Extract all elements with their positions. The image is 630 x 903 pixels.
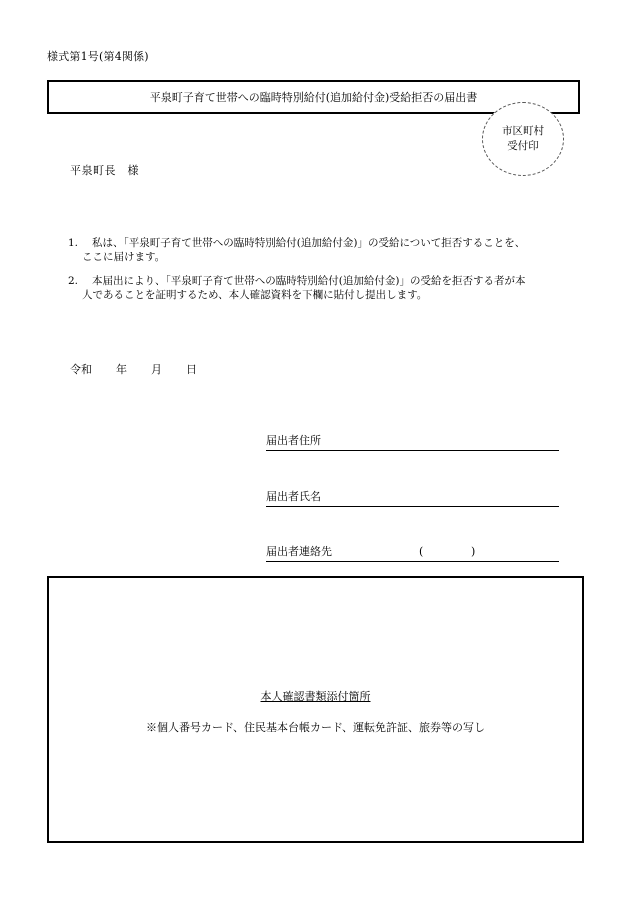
name-label: 届出者氏名 [266, 490, 321, 503]
attachment-title [49, 688, 582, 704]
paragraph-2 [68, 274, 588, 302]
attachment-note: ※個人番号カード、住民基本台帳カード、運転免許証、旅券等の写し [145, 721, 486, 734]
paragraph-text: 本届出により、「平泉町子育て世帯への臨時特別給付(追加給付金)」の受給を拒否する者が本 [92, 275, 526, 287]
paragraph-1 [68, 236, 588, 264]
paragraph-text: 私は、「平泉町子育て世帯への臨時特別給付(追加給付金)」の受給について拒否することを、 [92, 237, 526, 249]
paragraph-text-continued: 人であることを証明するため、本人確認資料を下欄に貼付し提出します。 [82, 289, 428, 301]
attachment-title-text: 本人確認書類添付箇所 [260, 690, 371, 703]
contact-field[interactable] [266, 545, 559, 562]
paragraph-number: 2. [68, 275, 79, 287]
form-number: 様式第1号(第4関係) [47, 50, 149, 63]
contact-paren-open: ( [419, 545, 424, 558]
address-field[interactable] [266, 434, 559, 451]
form-title: 平泉町子育て世帯への臨時特別給付(追加給付金)受給拒否の届出書 [149, 91, 478, 104]
date-row [70, 361, 197, 377]
id-document-attachment-area [47, 576, 584, 843]
date-year: 年 [116, 363, 127, 376]
date-era: 令和 [70, 363, 92, 376]
stamp-label-line2: 受付印 [507, 140, 539, 152]
date-month: 月 [151, 363, 162, 376]
name-field[interactable] [266, 490, 559, 507]
contact-paren-close: ) [471, 545, 476, 558]
stamp-label-line1: 市区町村 [502, 125, 544, 137]
address-label: 届出者住所 [266, 434, 321, 447]
paragraph-text-continued: ここに届けます。 [82, 251, 166, 263]
date-day: 日 [186, 363, 197, 376]
paragraph-number: 1. [68, 237, 79, 249]
addressee: 平泉町長 様 [70, 164, 139, 177]
reception-stamp-area [482, 102, 564, 176]
contact-label: 届出者連絡先 [266, 545, 332, 558]
